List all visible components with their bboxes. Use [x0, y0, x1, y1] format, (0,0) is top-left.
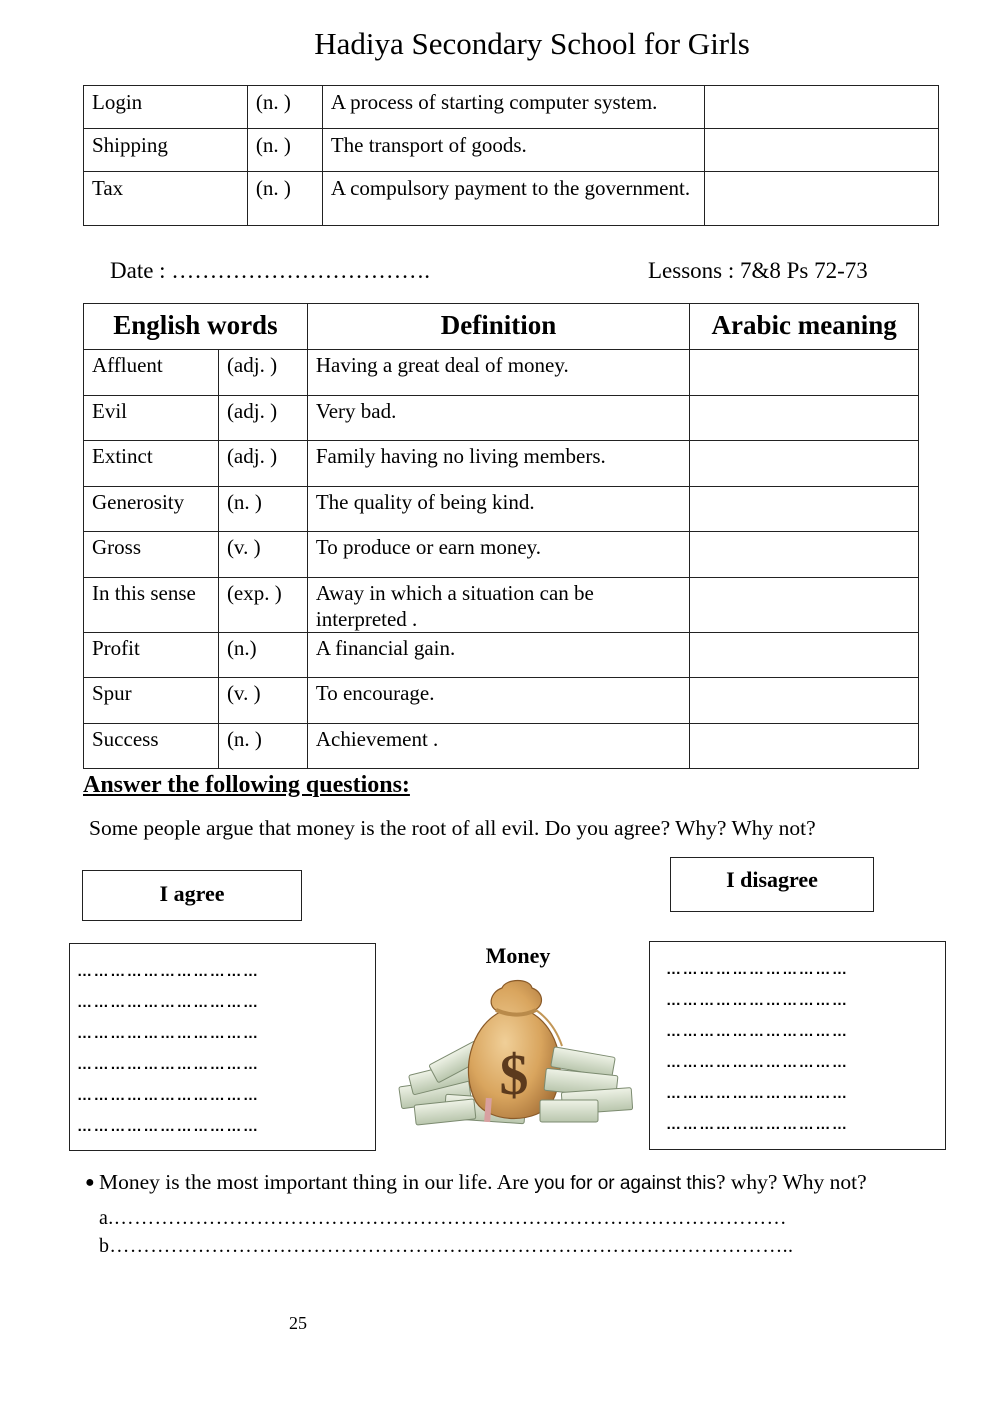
question-2-part2: you for or against this: [534, 1173, 716, 1194]
answer-line-b[interactable]: b………………………………………………………………………………………..: [99, 1235, 794, 1257]
vocab-table: [83, 303, 919, 769]
table-row: [84, 532, 919, 578]
arabic-meaning-cell[interactable]: [705, 172, 939, 226]
word-cell: Evil: [84, 395, 219, 441]
word-cell: Spur: [84, 678, 219, 724]
header-arabic-meaning: Arabic meaning: [690, 304, 919, 350]
date-field[interactable]: Date : …………………………….: [110, 258, 431, 283]
arabic-meaning-cell[interactable]: [690, 441, 919, 487]
pos-cell: (n. ): [247, 86, 322, 129]
pos-cell: (n.): [218, 632, 307, 678]
table-row: [84, 172, 939, 226]
answer-dot-line[interactable]: ……………………………: [77, 963, 260, 980]
question-2-part1: Money is the most important thing in our life. Are: [99, 1170, 535, 1194]
answer-dot-line[interactable]: ……………………………: [77, 1118, 260, 1135]
answer-dot-line[interactable]: ……………………………: [666, 1085, 849, 1102]
answer-line-a[interactable]: a.………………………………………………………………………………………: [99, 1207, 787, 1229]
word-cell: Shipping: [84, 129, 248, 172]
page-number: 25: [289, 1313, 307, 1333]
answer-dot-line[interactable]: ……………………………: [77, 994, 260, 1011]
disagree-answer-box[interactable]: [649, 941, 946, 1150]
table-row: [84, 441, 919, 487]
table-row: [84, 632, 919, 678]
word-cell: Login: [84, 86, 248, 129]
lessons-label: Lessons : 7&8 Ps 72-73: [648, 258, 868, 283]
svg-text:$: $: [499, 1042, 529, 1107]
arabic-meaning-cell[interactable]: [690, 486, 919, 532]
answer-dot-line[interactable]: ……………………………: [77, 1087, 260, 1104]
header-definition: Definition: [307, 304, 689, 350]
money-label: Money: [485, 943, 551, 968]
answer-dot-line[interactable]: ……………………………: [77, 1025, 260, 1042]
table-header-row: [84, 304, 919, 350]
table-row: [84, 129, 939, 172]
answer-dot-line[interactable]: ……………………………: [666, 1023, 849, 1040]
pos-cell: (v. ): [218, 532, 307, 578]
table-row: [84, 486, 919, 532]
word-cell: Profit: [84, 632, 219, 678]
arabic-meaning-cell[interactable]: [690, 678, 919, 724]
money-bag-icon: [390, 972, 640, 1137]
school-title: Hadiya Secondary School for Girls: [314, 26, 750, 61]
pos-cell: (n. ): [218, 486, 307, 532]
answer-dot-line[interactable]: ……………………………: [666, 961, 849, 978]
bullet-icon: ●: [85, 1174, 95, 1191]
answer-dot-line[interactable]: ……………………………: [77, 1056, 260, 1073]
definition-cell: The transport of goods.: [322, 129, 705, 172]
top-vocab-table: [83, 85, 939, 226]
definition-cell: To encourage.: [307, 678, 689, 724]
word-cell: In this sense: [84, 577, 219, 632]
pos-cell: (adj. ): [218, 350, 307, 396]
arabic-meaning-cell[interactable]: [690, 723, 919, 769]
word-cell: Extinct: [84, 441, 219, 487]
pos-cell: (exp. ): [218, 577, 307, 632]
definition-cell: Away in which a situation can be interpreted .: [307, 577, 689, 632]
answer-dot-line[interactable]: ……………………………: [666, 1054, 849, 1071]
table-row: [84, 678, 919, 724]
disagree-box: I disagree: [670, 857, 874, 912]
definition-cell: A process of starting computer system.: [322, 86, 705, 129]
table-row: [84, 723, 919, 769]
arabic-meaning-cell[interactable]: [690, 350, 919, 396]
pos-cell: (n. ): [247, 172, 322, 226]
word-cell: Affluent: [84, 350, 219, 396]
arabic-meaning-cell[interactable]: [690, 632, 919, 678]
definition-cell: The quality of being kind.: [307, 486, 689, 532]
header-english-words: English words: [84, 304, 308, 350]
pos-cell: (adj. ): [218, 395, 307, 441]
answer-dot-line[interactable]: ……………………………: [666, 1116, 849, 1133]
arabic-meaning-cell[interactable]: [705, 129, 939, 172]
question-1-text: Some people argue that money is the root of all evil. Do you agree? Why? Why not?: [89, 816, 816, 840]
arabic-meaning-cell[interactable]: [705, 86, 939, 129]
definition-cell: Family having no living members.: [307, 441, 689, 487]
definition-cell: A financial gain.: [307, 632, 689, 678]
pos-cell: (v. ): [218, 678, 307, 724]
table-row: [84, 86, 939, 129]
word-cell: Tax: [84, 172, 248, 226]
table-row: [84, 395, 919, 441]
word-cell: Generosity: [84, 486, 219, 532]
agree-answer-box[interactable]: [69, 943, 376, 1151]
table-row: [84, 577, 919, 632]
question-2-text: [85, 1168, 867, 1198]
question-2-part3: ? why? Why not?: [715, 1170, 867, 1194]
pos-cell: (n. ): [247, 129, 322, 172]
definition-cell: Achievement .: [307, 723, 689, 769]
answer-dot-line[interactable]: ……………………………: [666, 992, 849, 1009]
agree-box: I agree: [82, 870, 302, 921]
section-heading: Answer the following questions:: [83, 772, 410, 798]
arabic-meaning-cell[interactable]: [690, 577, 919, 632]
definition-cell: To produce or earn money.: [307, 532, 689, 578]
definition-cell: A compulsory payment to the government.: [322, 172, 705, 226]
pos-cell: (n. ): [218, 723, 307, 769]
arabic-meaning-cell[interactable]: [690, 532, 919, 578]
definition-cell: Very bad.: [307, 395, 689, 441]
word-cell: Gross: [84, 532, 219, 578]
definition-cell: Having a great deal of money.: [307, 350, 689, 396]
word-cell: Success: [84, 723, 219, 769]
arabic-meaning-cell[interactable]: [690, 395, 919, 441]
pos-cell: (adj. ): [218, 441, 307, 487]
table-row: [84, 350, 919, 396]
